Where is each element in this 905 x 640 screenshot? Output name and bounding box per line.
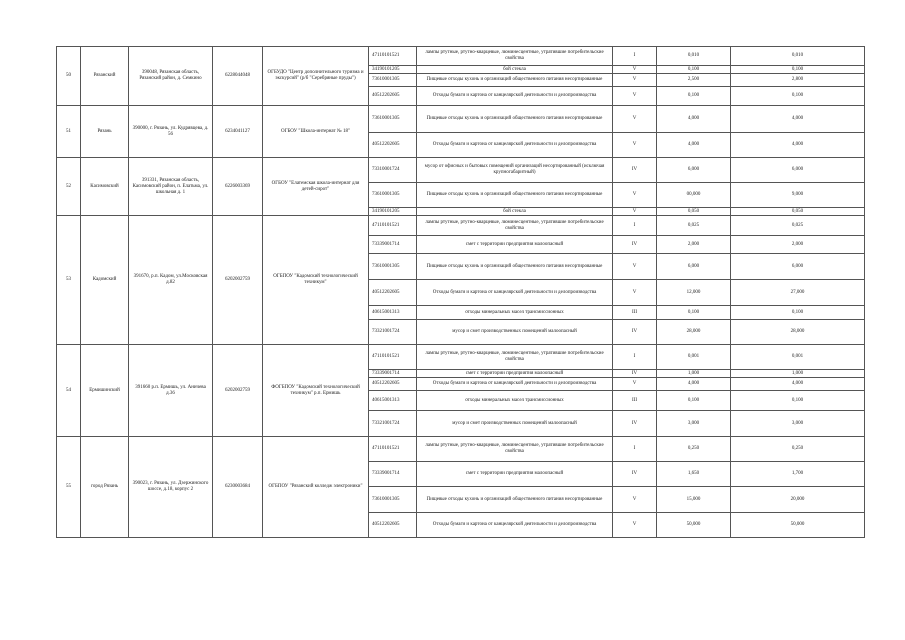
volume-1-cell: 50,000 [657, 513, 731, 538]
volume-1-cell: 0,100 [657, 306, 731, 320]
address-cell: 390048, Рязанская область, Рязанский район, д. Семкино [129, 47, 213, 106]
waste-code-cell: 47110101521 [369, 437, 417, 462]
volume-2-cell: 0,025 [731, 216, 865, 236]
waste-code-cell: 40615001313 [369, 391, 417, 411]
volume-1-cell: 0,010 [657, 47, 731, 66]
volume-2-cell: 6,000 [731, 254, 865, 280]
volume-2-cell: 9,000 [731, 183, 865, 208]
volume-2-cell: 0,010 [731, 47, 865, 66]
hazard-class-cell: V [613, 183, 657, 208]
waste-code-cell: 73610001305 [369, 106, 417, 133]
district-cell: Кадомский [81, 216, 129, 345]
table-row [57, 158, 865, 183]
volume-1-cell: 15,000 [657, 487, 731, 513]
waste-name-cell: Пищевые отходы кухонь и организаций общественного питания несортированные [417, 74, 613, 87]
volume-2-cell: 0,100 [731, 306, 865, 320]
waste-name-cell: Пищевые отходы кухонь и организаций общественного питания несортированные [417, 183, 613, 208]
organization-cell: ОГБПОУ "Рязанский колледж электроники" [263, 437, 369, 538]
volume-1-cell: 00,000 [657, 183, 731, 208]
address-cell: 391670, р.п. Кадом, ул.Московская д.82 [129, 216, 213, 345]
volume-2-cell: 0,250 [731, 437, 865, 462]
address-cell: 390023, г. Рязань, ул. Дзержинского шоссе, д.18, корпус 2 [129, 437, 213, 538]
hazard-class-cell: V [613, 513, 657, 538]
table-row [57, 106, 865, 133]
hazard-class-cell: IV [613, 320, 657, 345]
waste-code-cell: 40512202605 [369, 378, 417, 391]
hazard-class-cell: III [613, 391, 657, 411]
waste-name-cell: бой стекла [417, 208, 613, 216]
waste-name-cell: Отходы бумаги и картона от канцелярской деятельности и делопроизводства [417, 87, 613, 106]
organization-cell: ФОГБПОУ "Кадомский технологический техникум" р.п. Ермишь [263, 345, 369, 437]
waste-code-cell: 40512202605 [369, 513, 417, 538]
district-cell: Ермишинский [81, 345, 129, 437]
hazard-class-cell: I [613, 345, 657, 370]
volume-1-cell: 3,000 [657, 411, 731, 437]
volume-2-cell: 6,000 [731, 158, 865, 183]
volume-2-cell: 20,000 [731, 487, 865, 513]
row-number-cell: 50 [57, 47, 81, 106]
waste-name-cell: смет с территории предприятия малоопасный [417, 236, 613, 254]
waste-code-cell: 40512202605 [369, 87, 417, 106]
waste-name-cell: мусор от офисных и бытовых помещений организаций несортированный (исключая крупногабаритный) [417, 158, 613, 183]
table-row [57, 437, 865, 462]
volume-1-cell: 2,000 [657, 236, 731, 254]
hazard-class-cell: V [613, 87, 657, 106]
inn-cell: 6202002759 [213, 345, 263, 437]
hazard-class-cell: I [613, 216, 657, 236]
organization-cell: ОГБОУ "Школа-интернат № 18" [263, 106, 369, 158]
hazard-class-cell: I [613, 437, 657, 462]
table-body [57, 47, 865, 538]
volume-1-cell: 0,250 [657, 437, 731, 462]
waste-code-cell: 73610001305 [369, 183, 417, 208]
organization-cell: ОГБОУ "Елатемская школа-интернат для детей-сирот" [263, 158, 369, 216]
waste-name-cell: Отходы бумаги и картона от канцелярской деятельности и делопроизводства [417, 133, 613, 158]
volume-2-cell: 28,000 [731, 320, 865, 345]
volume-1-cell: 12,000 [657, 280, 731, 306]
hazard-class-cell: IV [613, 411, 657, 437]
waste-code-cell: 40615001313 [369, 306, 417, 320]
volume-2-cell: 0,100 [731, 391, 865, 411]
volume-1-cell: 6,000 [657, 158, 731, 183]
volume-2-cell: 1,700 [731, 462, 865, 487]
volume-2-cell: 0,100 [731, 66, 865, 74]
volume-1-cell: 4,000 [657, 133, 731, 158]
volume-1-cell: 0,100 [657, 391, 731, 411]
document-sheet [56, 46, 864, 538]
hazard-class-cell: I [613, 47, 657, 66]
volume-1-cell: 0,100 [657, 66, 731, 74]
inn-cell: 6234041127 [213, 106, 263, 158]
inn-cell: 6202002759 [213, 216, 263, 345]
hazard-class-cell: V [613, 106, 657, 133]
row-number-cell: 51 [57, 106, 81, 158]
waste-code-cell: 73610001305 [369, 487, 417, 513]
volume-2-cell: 4,000 [731, 378, 865, 391]
hazard-class-cell: V [613, 254, 657, 280]
hazard-class-cell: IV [613, 462, 657, 487]
waste-code-cell: 73321001724 [369, 320, 417, 345]
hazard-class-cell: III [613, 306, 657, 320]
hazard-class-cell: V [613, 378, 657, 391]
waste-name-cell: лампы ртутные, ртутно-кварцевые, люминесцентные, утратившие потребительские свойства [417, 47, 613, 66]
volume-1-cell: 0,050 [657, 208, 731, 216]
table-row [57, 345, 865, 370]
table-row [57, 47, 865, 66]
waste-name-cell: лампы ртутные, ртутно-кварцевые, люминесцентные, утратившие потребительские свойства [417, 437, 613, 462]
waste-name-cell: Отходы бумаги и картона от канцелярской деятельности и делопроизводства [417, 280, 613, 306]
hazard-class-cell: V [613, 280, 657, 306]
organization-cell: ОГБУДО "Центр дополнительного туризма и экскурсий" (р/б "Серебряные пруды") [263, 47, 369, 106]
address-cell: 390000, г. Рязань, ул. Кудрявцева, д. 56 [129, 106, 213, 158]
waste-name-cell: лампы ртутные, ртутно-кварцевые, люминесцентные, утратившие потребительские свойства [417, 345, 613, 370]
waste-code-cell: 40512202605 [369, 280, 417, 306]
hazard-class-cell: V [613, 66, 657, 74]
waste-code-cell: 73310001724 [369, 158, 417, 183]
waste-name-cell: Пищевые отходы кухонь и организаций общественного питания несортированные [417, 487, 613, 513]
hazard-class-cell: V [613, 133, 657, 158]
inn-cell: 6228044048 [213, 47, 263, 106]
volume-1-cell: 0,001 [657, 345, 731, 370]
volume-2-cell: 4,000 [731, 133, 865, 158]
volume-1-cell: 0,025 [657, 216, 731, 236]
waste-code-cell: 73321001724 [369, 411, 417, 437]
waste-code-cell: 47110101521 [369, 345, 417, 370]
waste-name-cell: смет с территории предприятия малоопасный [417, 370, 613, 378]
waste-code-cell: 73610001305 [369, 254, 417, 280]
inn-cell: 6226003369 [213, 158, 263, 216]
waste-name-cell: лампы ртутные, ртутно-кварцевые, люминесцентные, утратившие потребительские свойства [417, 216, 613, 236]
hazard-class-cell: IV [613, 236, 657, 254]
district-cell: Рязанский [81, 47, 129, 106]
volume-1-cell: 2,500 [657, 74, 731, 87]
waste-code-cell: 34190101205 [369, 66, 417, 74]
hazard-class-cell: V [613, 74, 657, 87]
waste-name-cell: отходы минеральных масел трансмиссионных [417, 306, 613, 320]
waste-name-cell: Пищевые отходы кухонь и организаций общественного питания несортированные [417, 106, 613, 133]
district-cell: город Рязань [81, 437, 129, 538]
volume-1-cell: 28,000 [657, 320, 731, 345]
address-cell: 391331, Рязанская область, Касимовский район, п. Елатьма, ул. школьная д. 1 [129, 158, 213, 216]
row-number-cell: 52 [57, 158, 81, 216]
volume-2-cell: 0,050 [731, 208, 865, 216]
waste-name-cell: мусор и смет производственных помещений малоопасный [417, 320, 613, 345]
district-cell: Рязань [81, 106, 129, 158]
volume-2-cell: 27,000 [731, 280, 865, 306]
volume-1-cell: 1,000 [657, 370, 731, 378]
waste-code-cell: 73339001714 [369, 462, 417, 487]
waste-name-cell: Отходы бумаги и картона от канцелярской деятельности и делопроизводства [417, 378, 613, 391]
volume-1-cell: 4,000 [657, 106, 731, 133]
volume-2-cell: 2,800 [731, 74, 865, 87]
waste-name-cell: смет с территории предприятия малоопасный [417, 462, 613, 487]
volume-2-cell: 0,001 [731, 345, 865, 370]
address-cell: 391660 р.п. Ермишь, ул. Аничева д.36 [129, 345, 213, 437]
hazard-class-cell: V [613, 487, 657, 513]
volume-2-cell: 1,000 [731, 370, 865, 378]
table-row [57, 216, 865, 236]
hazard-class-cell: IV [613, 158, 657, 183]
waste-code-cell: 40512202605 [369, 133, 417, 158]
waste-name-cell: бой стекла [417, 66, 613, 74]
waste-code-cell: 73339001714 [369, 370, 417, 378]
hazard-class-cell: V [613, 208, 657, 216]
inn-cell: 6230003684 [213, 437, 263, 538]
waste-name-cell: мусор и смет производственных помещений малоопасный [417, 411, 613, 437]
volume-2-cell: 4,000 [731, 106, 865, 133]
waste-code-cell: 34190101205 [369, 208, 417, 216]
volume-2-cell: 50,000 [731, 513, 865, 538]
district-cell: Касимовский [81, 158, 129, 216]
waste-table [56, 46, 865, 538]
volume-1-cell: 1,650 [657, 462, 731, 487]
volume-1-cell: 0,100 [657, 87, 731, 106]
volume-1-cell: 6,000 [657, 254, 731, 280]
organization-cell: ОГБПОУ "Кадомский технологический техникум" [263, 216, 369, 345]
hazard-class-cell: IV [613, 370, 657, 378]
waste-code-cell: 47110101521 [369, 47, 417, 66]
waste-code-cell: 73339001714 [369, 236, 417, 254]
volume-1-cell: 4,000 [657, 378, 731, 391]
waste-name-cell: отходы минеральных масел трансмиссионных [417, 391, 613, 411]
waste-name-cell: Пищевые отходы кухонь и организаций общественного питания несортированные [417, 254, 613, 280]
waste-code-cell: 47110101521 [369, 216, 417, 236]
row-number-cell: 55 [57, 437, 81, 538]
row-number-cell: 53 [57, 216, 81, 345]
volume-2-cell: 0,100 [731, 87, 865, 106]
row-number-cell: 54 [57, 345, 81, 437]
waste-code-cell: 73610001305 [369, 74, 417, 87]
volume-2-cell: 2,000 [731, 236, 865, 254]
waste-name-cell: Отходы бумаги и картона от канцелярской деятельности и делопроизводства [417, 513, 613, 538]
volume-2-cell: 3,000 [731, 411, 865, 437]
